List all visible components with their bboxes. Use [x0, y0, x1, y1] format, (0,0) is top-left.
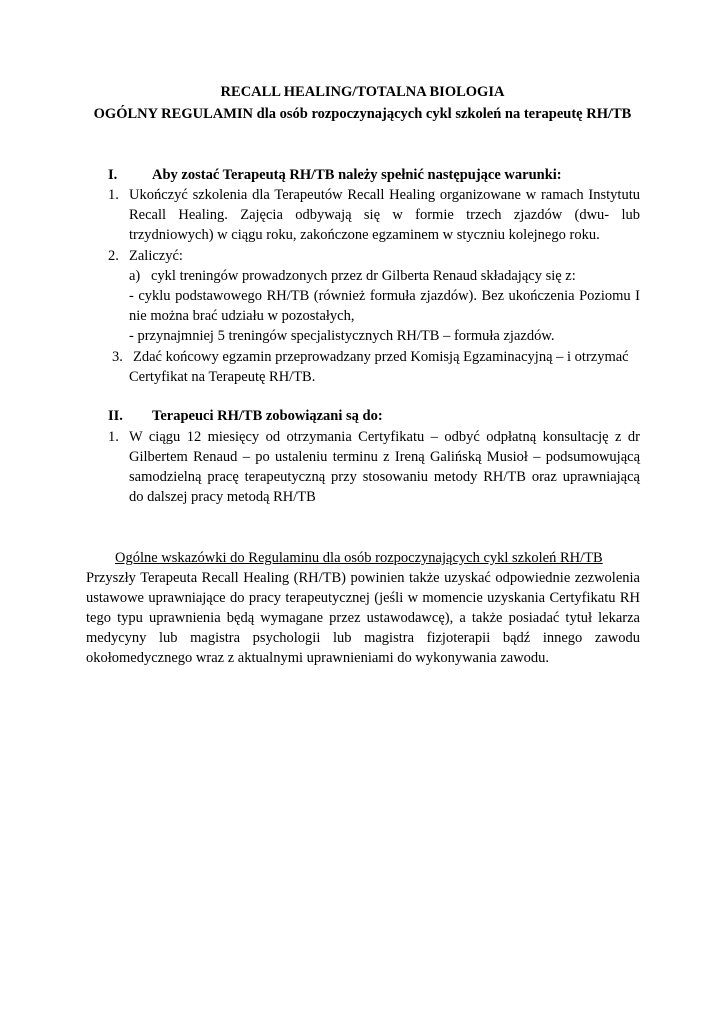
notes-line: okołomedycznego wraz z aktualnymi uprawnieniami do wykonywania zawodu. [86, 650, 550, 666]
section-1-heading [108, 165, 562, 186]
sub-item-marker: a) [129, 268, 141, 284]
item-text-line: trzydniowych) w ciągu roku, zakończone egzaminem w styczniu kolejnego roku. [129, 227, 600, 243]
section-1-number: I. [108, 167, 118, 183]
item-text-line: Recall Healing. Zajęcia odbywają się w formie trzech zjazdów (dwu- lub [129, 207, 640, 223]
section-2-heading [108, 406, 383, 427]
section-2-title: Terapeuci RH/TB zobowiązani są do: [152, 408, 383, 424]
bullet-line: - przynajmniej 5 treningów specjalistycznych RH/TB – formuła zjazdów. [129, 328, 555, 344]
notes-line: medycyny lub magistra psychologii lub magistra fizjoterapii bądź innego zawodu [86, 630, 640, 646]
item-text-line: Ukończyć szkolenia dla Terapeutów Recall Healing organizowane w ramach Instytutu [129, 187, 640, 203]
item-text-line: Gilbertem Renaud – po ustaleniu terminu z Ireną Galińską Musioł – podsumowującą [129, 449, 640, 465]
notes-line: ustawowe uprawniające do pracy terapeutycznej (jeśli w momencie uzyskania Certyfikatu RH [86, 590, 640, 606]
document-subtitle: OGÓLNY REGULAMIN dla osób rozpoczynających cykl szkoleń na terapeutę RH/TB [93, 106, 632, 122]
notes-line: Przyszły Terapeuta Recall Healing (RH/TB) powinien także uzyskać odpowiednie zezwolenia [86, 570, 640, 586]
item-number: 2. [108, 248, 119, 264]
item-text-line: Zdać końcowy egzamin przeprowadzany przed Komisją Egzaminacyjną – i otrzymać [133, 349, 629, 365]
item-text-line: do dalszej pracy metodą RH/TB [129, 489, 316, 505]
section-1-title: Aby zostać Terapeutą RH/TB należy spełnić następujące warunki: [152, 167, 562, 183]
item-number: 1. [108, 187, 119, 203]
notes-line: tego typu uprawnienia będą wymagane przez ustawodawcę), a także posiadać tytuł lekarza [86, 610, 640, 626]
item-number: 1. [108, 429, 119, 445]
item-number: 3. [112, 349, 123, 365]
document-title: RECALL HEALING/TOTALNA BIOLOGIA [220, 84, 505, 100]
bullet-line: nie można brać udziału w pozostałych, [129, 308, 355, 324]
sub-item-text: cykl treningów prowadzonych przez dr Gilberta Renaud składający się z: [151, 268, 576, 284]
bullet-line: - cyklu podstawowego RH/TB (również formuła zjazdów). Bez ukończenia Poziomu I [129, 288, 640, 304]
notes-heading: Ogólne wskazówki do Regulaminu dla osób rozpoczynających cykl szkoleń RH/TB [115, 550, 603, 566]
item-text-line: Certyfikat na Terapeutę RH/TB. [129, 369, 316, 385]
item-label: Zaliczyć: [129, 248, 183, 264]
item-text-line: W ciągu 12 miesięcy od otrzymania Certyfikatu – odbyć odpłatną konsultację z dr [129, 429, 640, 445]
section-2-number: II. [108, 408, 123, 424]
item-text-line: samodzielną pracę terapeutyczną przy stosowaniu metody RH/TB oraz uprawniającą [129, 469, 640, 485]
